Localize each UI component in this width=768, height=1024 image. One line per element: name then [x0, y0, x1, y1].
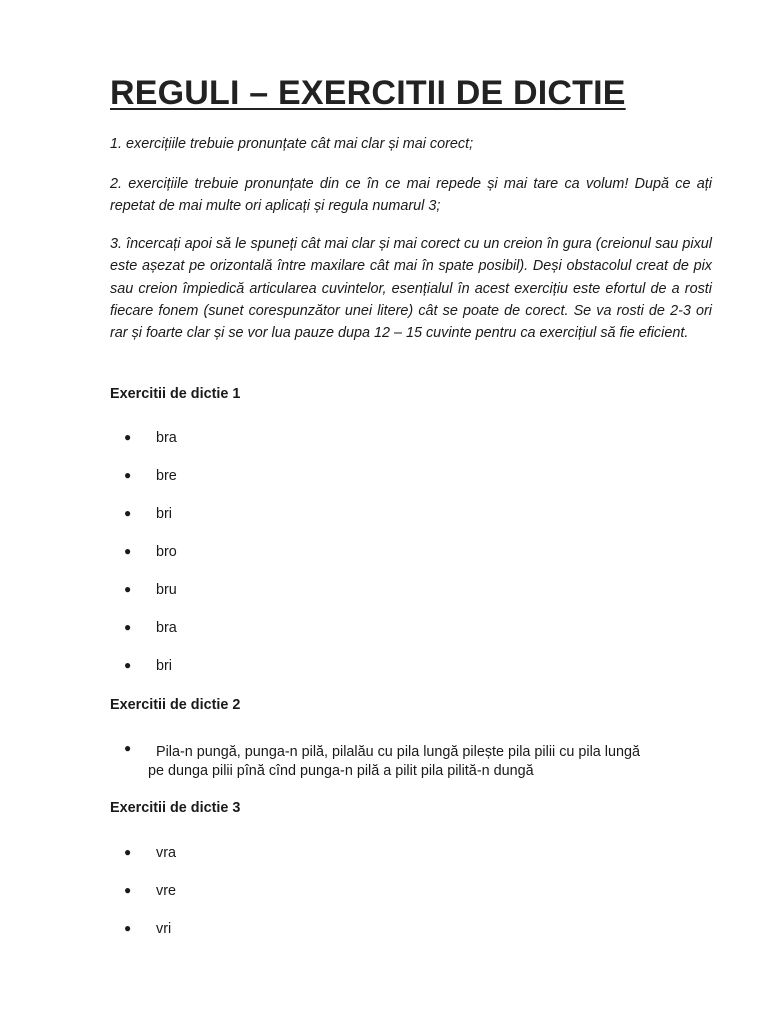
list-item-text-line-1: Pila-n pungă, punga-n pilă, pilalău cu pila lungă pilește pila pilii cu pila lungă — [156, 744, 641, 760]
list-item-text-line-2: pe dunga pilii pînă cînd punga-n pilă a pilit pila pilită-n dungă — [148, 763, 534, 779]
bullet-icon: ● — [124, 620, 132, 634]
list-item-text: bra — [156, 620, 177, 636]
rule-1: 1. exercițiile trebuie pronunțate cât mai clar și mai corect; — [110, 136, 474, 152]
section-heading-2: Exercitii de dictie 2 — [110, 697, 241, 713]
list-item-text: bro — [156, 544, 177, 560]
list-item-text: vre — [156, 883, 176, 899]
list-item-text: bra — [156, 430, 177, 446]
bullet-icon: ● — [124, 921, 132, 935]
bullet-icon: ● — [124, 658, 132, 672]
rule-3: 3. încercați apoi să le spuneți cât mai clar și mai corect cu un creion în gura (creionul sau pixul este așezat pe orizontală între maxilare cât mai în spate posibil). Deși obstacolul creat de pix sau creion împiedică articularea cuvintelor, esențialul în acest exercițiu este efortul de a rosti fiecare fonem (sunet corespunzător unei litere) cât se poate de corect. Se va rosti de 2-3 ori rar și foarte clar și se vor lua pauze dupa 12 – 15 cuvinte pentru ca exercițiul să fie eficient. — [110, 236, 712, 342]
bullet-icon: ● — [124, 883, 132, 897]
list-item-text: vra — [156, 845, 176, 861]
list-item-text: bri — [156, 506, 172, 522]
section-heading-3: Exercitii de dictie 3 — [110, 800, 241, 816]
bullet-icon: ● — [124, 506, 132, 520]
bullet-icon: ● — [124, 741, 132, 755]
bullet-icon: ● — [124, 430, 132, 444]
page-title: REGULI – EXERCITII DE DICTIE — [110, 74, 626, 112]
rule-2: 2. exercițiile trebuie pronunțate din ce în ce mai repede și mai tare ca volum! După ce ați repetat de mai multe ori aplicați și regula numarul 3; — [110, 176, 712, 215]
bullet-icon: ● — [124, 468, 132, 482]
list-item-text: bri — [156, 658, 172, 674]
list-item-text: vri — [156, 921, 172, 937]
section-heading-1: Exercitii de dictie 1 — [110, 386, 241, 402]
list-item-text: bru — [156, 582, 177, 598]
bullet-icon: ● — [124, 544, 132, 558]
bullet-icon: ● — [124, 845, 132, 859]
bullet-icon: ● — [124, 582, 132, 596]
list-item-text: bre — [156, 468, 177, 484]
